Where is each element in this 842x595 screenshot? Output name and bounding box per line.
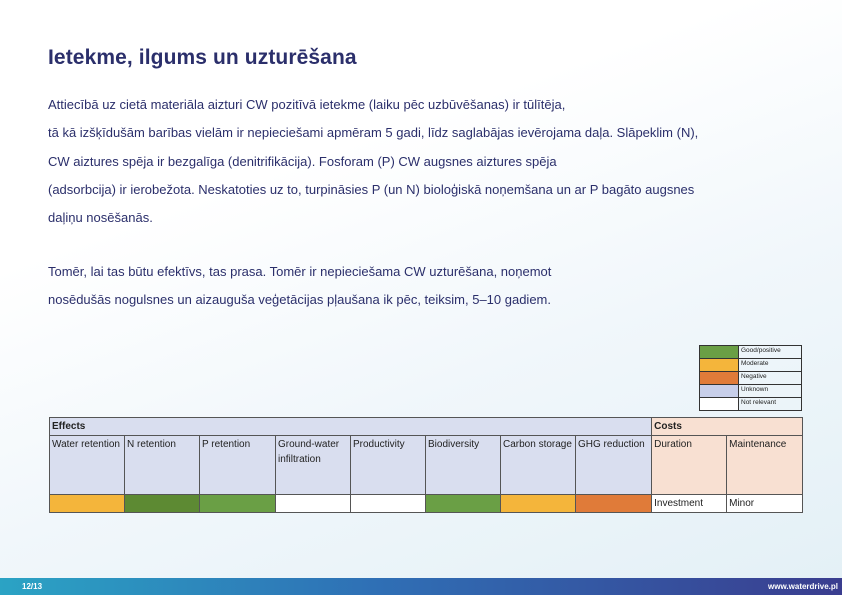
effect-column-header: Ground-water infiltration [276,436,351,495]
effect-rating-cell [351,495,426,513]
effects-group-header: Effects [50,418,652,436]
effect-rating-cell [200,495,276,513]
effect-column-header: Carbon storage [501,436,576,495]
effect-column-header: N retention [125,436,200,495]
legend-swatch [700,346,739,359]
paragraph-2 [48,258,818,315]
paragraph-line: daļiņu nosēšanās. [48,210,153,226]
legend-label: Good/positive [739,346,802,359]
paragraph-line: nosēdušās nogulsnes un aizauguša veģetācijas pļaušana ik pēc, teiksim, 5–10 gadiem. [48,292,551,308]
page-title: Ietekme, ilgums un uzturēšana [48,46,357,69]
legend-swatch [700,398,739,411]
cost-column-header: Duration [652,436,727,495]
effect-rating-cell [125,495,200,513]
effect-rating-cell [501,495,576,513]
rating-legend [699,345,802,411]
legend-row [700,346,802,359]
legend-swatch [700,359,739,372]
paragraph-line: CW aiztures spēja ir bezgalīga (denitrifikācija). Fosforam (P) CW augsnes aiztures spēja [48,153,557,169]
legend-row [700,372,802,385]
paragraph-line: tā kā izšķīdušām barības vielām ir nepieciešami apmēram 5 gadi, līdz saglabājas ievērojama daļa. Slāpeklim (N), [48,125,699,141]
effect-column-header: Productivity [351,436,426,495]
effect-column-header: Water retention [50,436,125,495]
effect-rating-cell [576,495,652,513]
costs-group-header: Costs [652,418,803,436]
paragraph-line: Attiecībā uz cietā materiāla aizturi CW pozitīvā ietekme (laiku pēc uzbūvēšanas) ir tūlītēja, [48,97,566,112]
legend-label: Unknown [739,385,802,398]
footer-bar [0,578,842,595]
legend-row [700,385,802,398]
effect-column-header: Biodiversity [426,436,501,495]
effect-rating-cell [426,495,501,513]
legend-label: Negative [739,372,802,385]
legend-swatch [700,385,739,398]
effect-column-header: P retention [200,436,276,495]
page-number: 12/13 [22,582,43,591]
cost-value-cell: Investment [652,495,727,513]
legend-row [700,359,802,372]
paragraph-line: Tomēr, lai tas būtu efektīvs, tas prasa. Tomēr ir nepieciešama CW uzturēšana, noņemot [48,264,552,279]
legend-label: Moderate [739,359,802,372]
cost-value-cell: Minor [727,495,803,513]
effect-rating-cell [50,495,125,513]
cost-column-header: Maintenance [727,436,803,495]
paragraph-1 [48,91,818,232]
paragraph-line: (adsorbcija) ir ierobežota. Neskatoties uz to, turpināsies P (un N) bioloģiskā noņemšana un ar P bagāto augsnes [48,181,695,197]
legend-swatch [700,372,739,385]
effect-column-header: GHG reduction [576,436,652,495]
effects-costs-table [49,417,803,513]
website-link[interactable]: www.waterdrive.pl [768,582,838,591]
legend-label: Not relevant [739,398,802,411]
legend-row [700,398,802,411]
effect-rating-cell [276,495,351,513]
